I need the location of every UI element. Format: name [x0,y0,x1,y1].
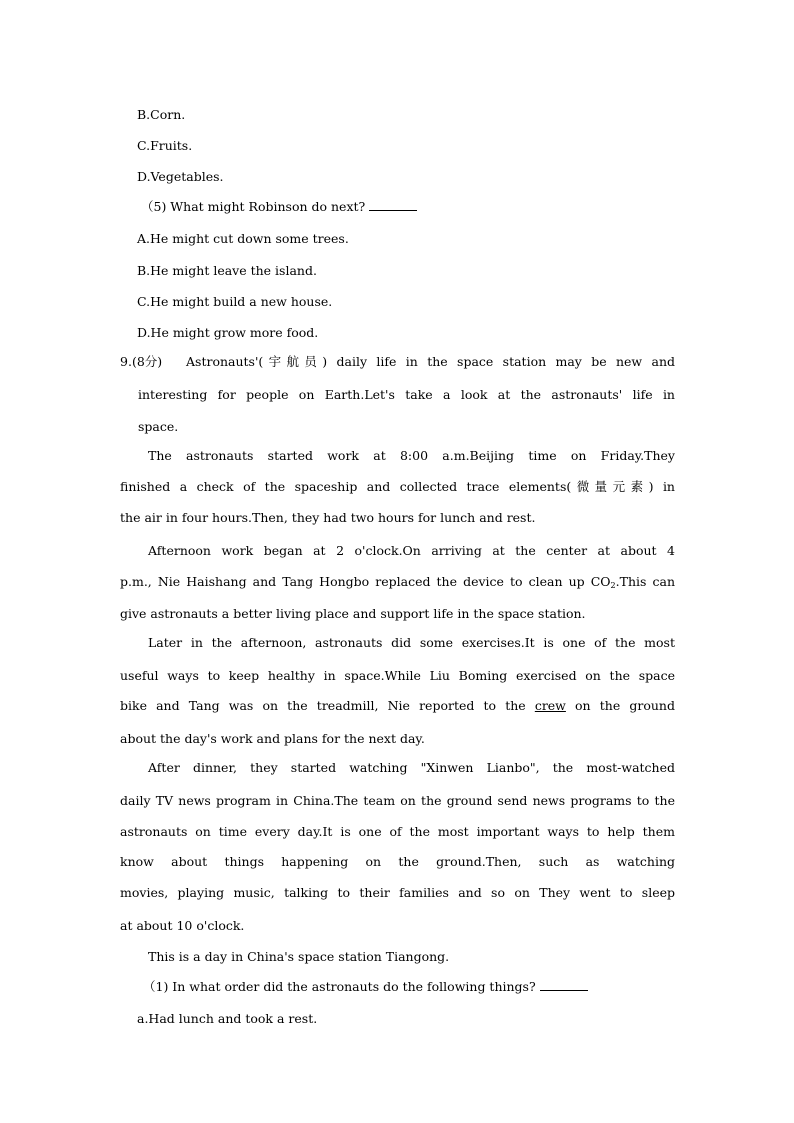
paragraph-4-line-5: movies, playing music, talking to their families and so on They went to sleep [120,885,675,900]
paragraph-2-line-1: Afternoon work began at 2 o'clock.On arriving at the center at about 4 [148,543,675,558]
option-c-fruits: C.Fruits. [137,138,193,153]
paragraph-4-line-3: astronauts on time every day.It is one of the most important ways to help them [120,824,675,839]
paragraph-2-line-2-end: .This can [615,574,675,589]
paragraph-1-line-1: The astronauts started work at 8:00 a.m.Beijing time on Friday.They [148,448,675,463]
question-9-number [120,354,162,370]
q5-option-c: C.He might build a new house. [137,294,333,309]
question-number: 9. [120,354,132,369]
paragraph-4-line-4: know about things happening on the ground.Then, such as watching [120,854,675,869]
answer-blank[interactable] [540,978,588,991]
paragraph-5-line-1: This is a day in China's space station Tiangong. [148,949,450,964]
question-5 [141,198,417,215]
sub-question-1-stem: （1) In what order did the astronauts do the following things? [143,979,536,994]
paragraph-1-line-2: finished a check of the spaceship and collected trace elements(微量元素) in [120,479,675,494]
q5-option-d: D.He might grow more food. [137,325,319,340]
question-5-stem: （5) What might Robinson do next? [141,199,366,214]
question-points: (8分) [131,354,163,369]
paragraph-3-line-3-text: bike and Tang was on the treadmill, Nie reported to the [120,698,526,713]
paragraph-3-line-1: Later in the afternoon, astronauts did some exercises.It is one of the most [148,635,675,650]
sub-question-1-option-a: a.Had lunch and took a rest. [137,1011,318,1026]
paragraph-3-line-3-end: on the ground [575,698,675,713]
option-d-vegetables: D.Vegetables. [137,169,224,184]
q5-option-a: A.He might cut down some trees. [137,231,349,246]
paragraph-1-line-3: the air in four hours.Then, they had two hours for lunch and rest. [120,510,536,525]
paragraph-2-line-2 [120,574,675,594]
sub-question-1 [143,978,588,995]
underlined-word-crew: crew [534,698,566,713]
paragraph-3-line-3 [120,698,675,714]
passage-intro-line-2: interesting for people on Earth.Let's take a look at the astronauts' life in [138,387,675,402]
paragraph-4-line-6: at about 10 o'clock. [120,918,245,933]
co2-subscript: 2 [610,581,616,590]
option-b-corn: B.Corn. [137,107,186,122]
passage-intro-line-3: space. [138,419,179,434]
paragraph-2-line-3: give astronauts a better living place and support life in the space station. [120,606,586,621]
paragraph-2-line-2-text: p.m., Nie Haishang and Tang Hongbo replaced the device to clean up CO [120,574,611,589]
passage-intro-line-1: Astronauts'(宇航员) daily life in the space station may be new and [186,354,675,369]
paragraph-4-line-1: After dinner, they started watching "Xinwen Lianbo", the most-watched [148,760,675,775]
paragraph-3-line-4: about the day's work and plans for the next day. [120,731,425,746]
q5-option-b: B.He might leave the island. [137,263,317,278]
paragraph-4-line-2: daily TV news program in China.The team on the ground send news programs to the [120,793,675,808]
answer-blank[interactable] [369,198,417,211]
paragraph-3-line-2: useful ways to keep healthy in space.While Liu Boming exercised on the space [120,668,675,683]
